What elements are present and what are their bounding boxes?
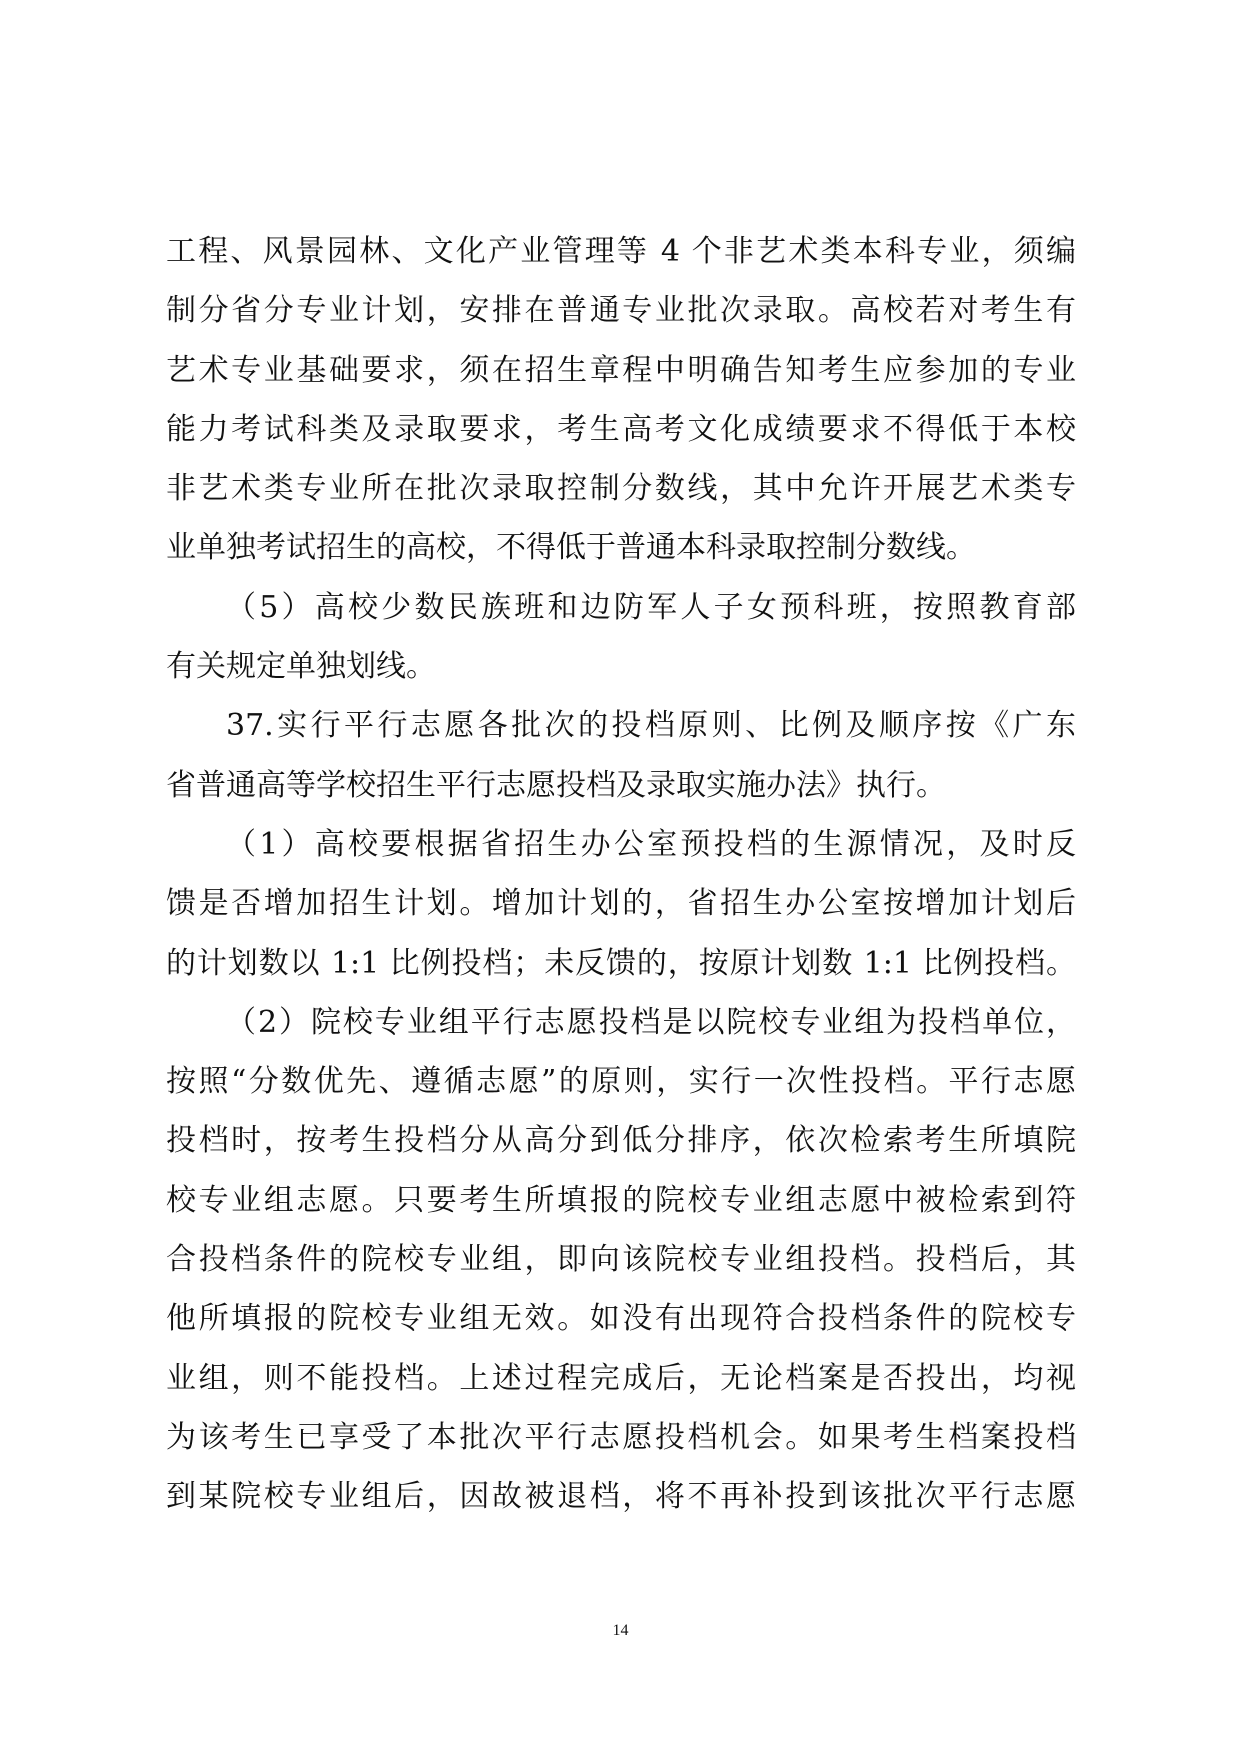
body-text [166,222,1076,1527]
paragraph-start-line: （5）高校少数民族班和边防军人子女预科班，按照教育部 [226,589,1076,625]
text-line: 他所填报的院校专业组无效。如没有出现符合投档条件的院校专 [166,1301,1076,1337]
text-line: 馈是否增加招生计划。增加计划的，省招生办公室按增加计划后 [166,886,1076,922]
paragraph-start-line: （1）高校要根据省招生办公室预投档的生源情况，及时反 [226,826,1076,862]
text-line: 校专业组志愿。只要考生所填报的院校专业组志愿中被检索到符 [166,1182,1076,1218]
text-line: 艺术专业基础要求，须在招生章程中明确告知考生应参加的专业 [166,352,1076,388]
text-line: 业单独考试招生的高校，不得低于普通本科录取控制分数线。 [166,530,976,566]
text-line: 合投档条件的院校专业组，即向该院校专业组投档。投档后，其 [166,1242,1076,1278]
paragraph-start-line: （2）院校专业组平行志愿投档是以院校专业组为投档单位， [226,1004,1076,1040]
text-line: 有关规定单独划线。 [166,649,436,685]
text-line: 省普通高等学校招生平行志愿投档及录取实施办法》执行。 [166,767,946,803]
text-line: 到某院校专业组后，因故被退档，将不再补投到该批次平行志愿 [166,1479,1076,1515]
text-line: 能力考试科类及录取要求，考生高考文化成绩要求不得低于本校 [166,411,1076,447]
text-line: 制分省分专业计划，安排在普通专业批次录取。高校若对考生有 [166,293,1076,329]
text-line: 为该考生已享受了本批次平行志愿投档机会。如果考生档案投档 [166,1419,1076,1455]
text-line: 按照“分数优先、遵循志愿”的原则，实行一次性投档。平行志愿 [166,1064,1076,1100]
text-line: 投档时，按考生投档分从高分到低分排序，依次检索考生所填院 [166,1123,1076,1159]
text-line: 业组，则不能投档。上述过程完成后，无论档案是否投出，均视 [166,1360,1076,1396]
text-line: 工程、风景园林、文化产业管理等 4 个非艺术类本科专业，须编 [166,234,1076,269]
paragraph-start-line: 37.实行平行志愿各批次的投档原则、比例及顺序按《广东 [226,708,1076,744]
text-line: 非艺术类专业所在批次录取控制分数线，其中允许开展艺术类专 [166,471,1076,507]
page-number: 14 [612,1622,629,1639]
text-line: 的计划数以 1:1 比例投档；未反馈的，按原计划数 1:1 比例投档。 [166,945,1076,981]
